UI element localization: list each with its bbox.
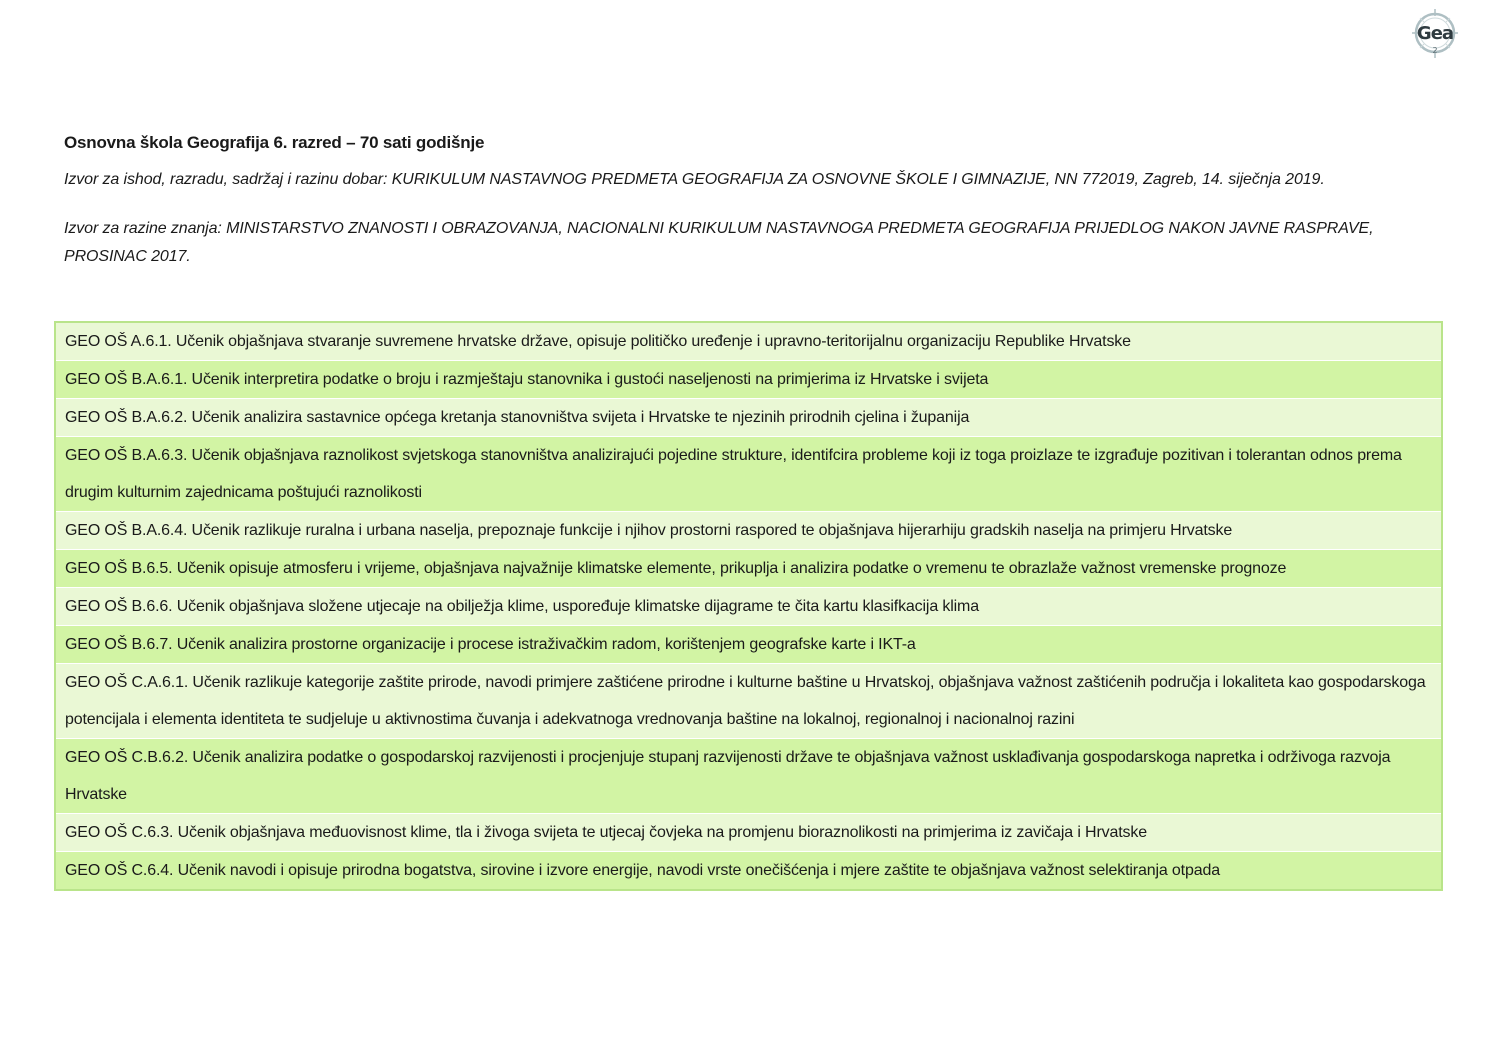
table-row <box>55 814 1442 852</box>
table-row <box>55 512 1442 550</box>
outcomes-table <box>54 321 1443 891</box>
outcome-cell: GEO OŠ B.A.6.3. Učenik objašnjava raznolikost svjetskoga stanovništva analizirajući pojedine strukture, identifcira probleme koji iz toga proizlaze te izgrađuje pozitivan i tolerantan odnos prema drugim kulturnim zajednicama poštujući raznolikosti <box>55 437 1442 512</box>
table-row <box>55 664 1442 739</box>
outcome-cell: GEO OŠ B.A.6.2. Učenik analizira sastavnice općega kretanja stanovništva svijeta i Hrvatske te njezinih prirodnih cjelina i županija <box>55 399 1442 437</box>
table-row <box>55 588 1442 626</box>
outcome-cell: GEO OŠ C.6.3. Učenik objašnjava međuovisnost klime, tla i živoga svijeta te utjecaj čovjeka na promjenu bioraznolikosti na primjerima iz zavičaja i Hrvatske <box>55 814 1442 852</box>
outcome-cell: GEO OŠ B.6.6. Učenik objašnjava složene utjecaje na obilježja klime, uspoređuje klimatske dijagrame te čita kartu klasifkacija klima <box>55 588 1442 626</box>
source-levels-note: Izvor za razine znanja: MINISTARSTVO ZNANOSTI I OBRAZOVANJA, NACIONALNI KURIKULUM NASTAVNOGA PREDMETA GEOGRAFIJA PRIJEDLOG NAKON JAVNE RASPRAVE, PROSINAC 2017. <box>64 220 1374 265</box>
table-row <box>55 550 1442 588</box>
source-outcomes-note: Izvor za ishod, razradu, sadržaj i razinu dobar: KURIKULUM NASTAVNOG PREDMETA GEOGRAFIJA ZA OSNOVNE ŠKOLE I GIMNAZIJE, NN 772019, Zagreb, 14. siječnja 2019. <box>64 171 1325 188</box>
table-row <box>55 399 1442 437</box>
table-row <box>55 322 1442 361</box>
page-title: Osnovna škola Geografija 6. razred – 70 sati godišnje <box>64 133 485 152</box>
logo-number: 2 <box>1432 46 1438 55</box>
logo-text: Gea <box>1416 23 1454 44</box>
outcome-cell: GEO OŠ C.6.4. Učenik navodi i opisuje prirodna bogatstva, sirovine i izvore energije, navodi vrste onečišćenja i mjere zaštite te objašnjava važnost selektiranja otpada <box>55 852 1442 891</box>
outcome-cell: GEO OŠ C.A.6.1. Učenik razlikuje kategorije zaštite prirode, navodi primjere zaštićene prirodne i kulturne baštine u Hrvatskoj, objašnjava važnost zaštićenih područja i lokaliteta kao gospodarskoga potencijala i elementa identiteta te sudjeluje u aktivnostima čuvanja i adekvatnoga vrednovanja baštine na lokalnoj, regionalnoj i nacionalnoj razini <box>55 664 1442 739</box>
outcome-cell: GEO OŠ C.B.6.2. Učenik analizira podatke o gospodarskoj razvijenosti i procjenjuje stupanj razvijenosti države te objašnjava važnost usklađivanja gospodarskoga napretka i održivoga razvoja Hrvatske <box>55 739 1442 814</box>
table-row <box>55 626 1442 664</box>
outcome-cell: GEO OŠ A.6.1. Učenik objašnjava stvaranje suvremene hrvatske države, opisuje političko uređenje i upravno-teritorijalnu organizaciju Republike Hrvatske <box>55 322 1442 361</box>
outcome-cell: GEO OŠ B.6.5. Učenik opisuje atmosferu i vrijeme, objašnjava najvažnije klimatske elemente, prikuplja i analizira podatke o vremenu te obrazlaže važnost vremenske prognoze <box>55 550 1442 588</box>
outcome-cell: GEO OŠ B.A.6.4. Učenik razlikuje ruralna i urbana naselja, prepoznaje funkcije i njihov prostorni raspored te objašnjava hijerarhiju gradskih naselja na primjeru Hrvatske <box>55 512 1442 550</box>
table-row <box>55 437 1442 512</box>
table-row <box>55 852 1442 891</box>
outcome-cell: GEO OŠ B.6.7. Učenik analizira prostorne organizacije i procese istraživačkim radom, korištenjem geografske karte i IKT-a <box>55 626 1442 664</box>
outcome-cell: GEO OŠ B.A.6.1. Učenik interpretira podatke o broju i razmještaju stanovnika i gustoći naseljenosti na primjerima iz Hrvatske i svijeta <box>55 361 1442 399</box>
table-row <box>55 361 1442 399</box>
gea-logo <box>1410 8 1460 62</box>
table-row <box>55 739 1442 814</box>
